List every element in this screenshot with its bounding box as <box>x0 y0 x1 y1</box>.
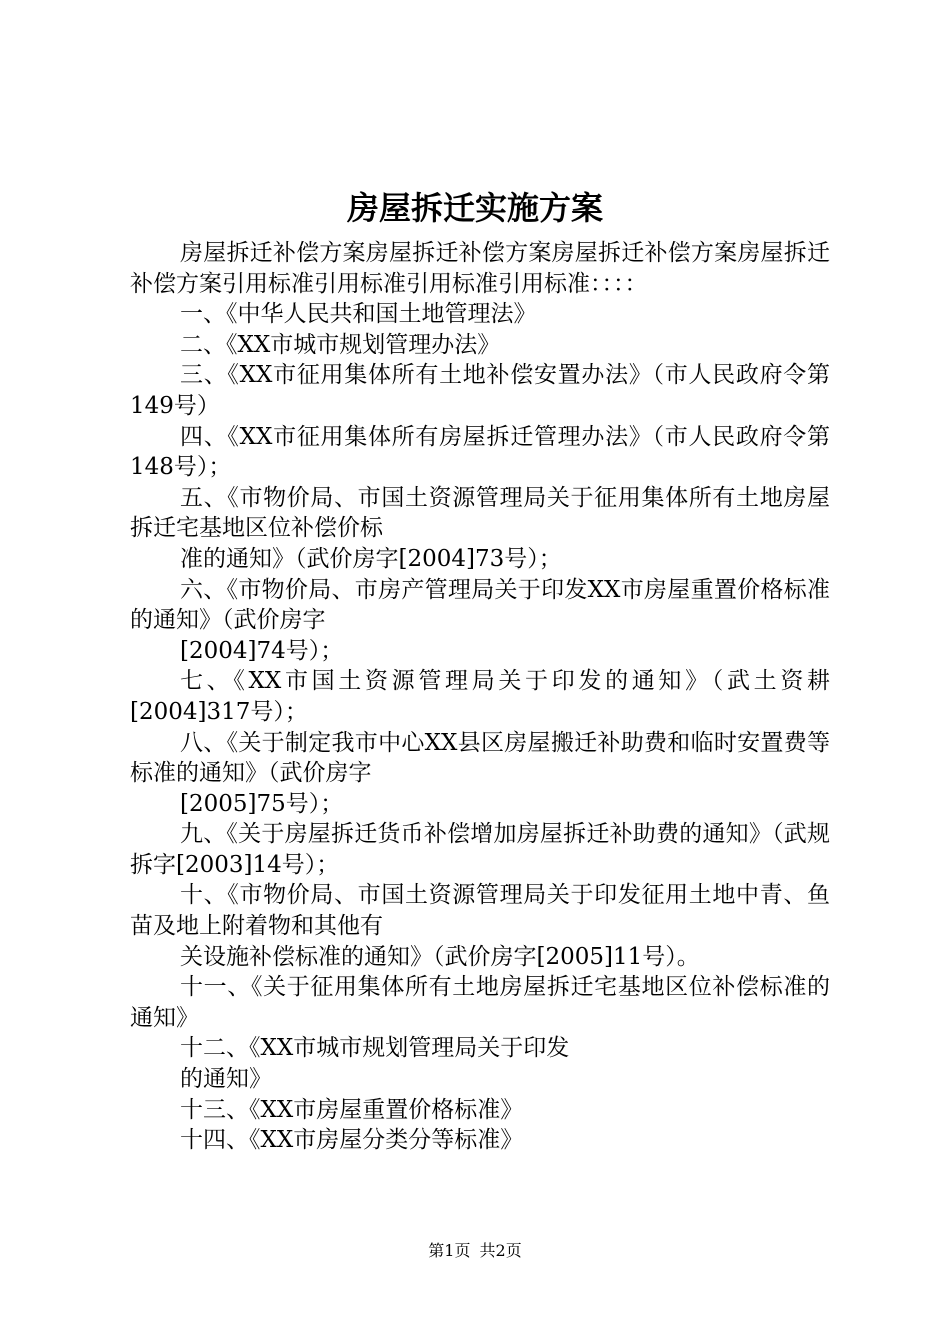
paragraph-item-8: 八、《关于制定我市中心XX县区房屋搬迁补助费和临时安置费等标准的通知》（武价房字 <box>130 729 830 787</box>
document-title: 房屋拆迁实施方案 <box>346 189 603 227</box>
paragraph-item-10: 十、《市物价局、市国土资源管理局关于印发征用土地中青、鱼苗及地上附着物和其他有 <box>130 882 830 940</box>
paragraph-item-10-continued: 关设施补偿标准的通知》（武价房字[2005]11号）。 <box>180 943 700 970</box>
paragraph-item-5-continued: 准的通知》（武价房字[2004]73号）； <box>180 545 562 572</box>
paragraph-item-8-continued: [2005]75号）； <box>180 790 344 817</box>
page-number: 第1页 <box>428 1241 471 1260</box>
paragraph-item-13: 十三、《XX市房屋重置价格标准》 <box>180 1096 524 1123</box>
paragraph-item-6: 六、《市物价局、市房产管理局关于印发XX市房屋重置价格标准的通知》（武价房字 <box>130 576 830 634</box>
paragraph-item-4: 四、《XX市征用集体所有房屋拆迁管理办法》（市人民政府令第148号）； <box>130 423 830 481</box>
paragraph-item-12-continued: 的通知》 <box>180 1066 272 1093</box>
page-footer <box>0 1240 950 1262</box>
paragraph-item-9: 九、《关于房屋拆迁货币补偿增加房屋拆迁补助费的通知》（武规拆字[2003]14号）； <box>130 821 830 878</box>
page-total: 共2页 <box>479 1241 522 1260</box>
paragraph-item-2: 二、《XX市城市规划管理办法》 <box>180 331 501 358</box>
paragraph-intro: 房屋拆迁补偿方案房屋拆迁补偿方案房屋拆迁补偿方案房屋拆迁补偿方案引用标准引用标准引用标准引用标准：：：： <box>130 240 830 297</box>
paragraph-item-12: 十二、《XX市城市规划管理局关于印发 <box>180 1035 570 1062</box>
paragraph-item-14: 十四、《XX市房屋分类分等标准》 <box>180 1127 524 1154</box>
paragraph-item-7: 七、《XX市国土资源管理局关于印发的通知》（武土资耕[2004]317号）； <box>130 668 830 725</box>
document-body <box>130 238 830 1156</box>
paragraph-item-1: 一、《中华人民共和国土地管理法》 <box>180 301 537 328</box>
paragraph-item-3: 三、《XX市征用集体所有土地补偿安置办法》（市人民政府令第149号） <box>130 362 830 419</box>
paragraph-item-11: 十一、《关于征用集体所有土地房屋拆迁宅基地区位补偿标准的通知》 <box>130 974 830 1031</box>
paragraph-item-5: 五、《市物价局、市国土资源管理局关于征用集体所有土地房屋拆迁宅基地区位补偿价标 <box>130 484 830 542</box>
paragraph-item-6-continued: [2004]74号）； <box>180 637 344 664</box>
